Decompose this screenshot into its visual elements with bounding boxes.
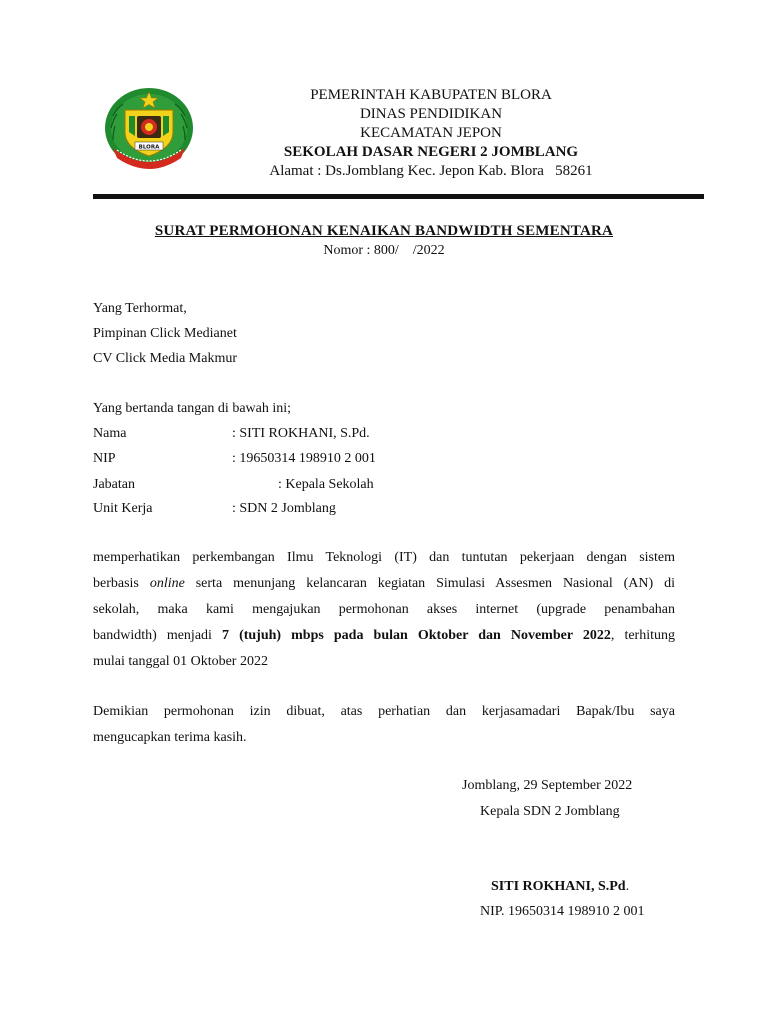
body-paragraph [93, 545, 675, 675]
field-label-jabatan: Jabatan [93, 477, 135, 492]
body-line-3: sekolah, maka kami mengajukan permohonan akses internet (upgrade penambahan [93, 602, 675, 617]
field-label-nama: Nama [93, 426, 127, 441]
field-value-nama: : SITI ROKHANI, S.Pd. [232, 426, 370, 441]
recipient-salutation: Yang Terhormat, [93, 301, 187, 316]
closing-paragraph [93, 699, 675, 751]
recipient-line-1: Pimpinan Click Medianet [93, 326, 237, 341]
body-line-2 [93, 571, 675, 597]
body-line-1: memperhatikan perkembangan Ilmu Teknologi (IT) dan tuntutan pekerjaan dengan sistem [93, 550, 675, 565]
body-line-5: mulai tanggal 01 Oktober 2022 [93, 654, 268, 669]
body-line-4-bold: 7 (tujuh) mbps pada bulan Oktober dan November 2022 [222, 628, 611, 643]
letterhead-divider [93, 194, 704, 199]
signature-position: Kepala SDN 2 Jomblang [480, 804, 620, 819]
body-line-4-start: bandwidth) menjadi [93, 628, 222, 643]
letter-number: Nomor : 800/ /2022 [323, 243, 445, 258]
body-line-4 [93, 623, 675, 649]
signer-intro: Yang bertanda tangan di bawah ini; [93, 401, 292, 416]
signature-name-bold: SITI ROKHANI, S.Pd [491, 879, 626, 894]
signature-name [491, 878, 629, 896]
field-value-nip: : 19650314 198910 2 001 [232, 451, 376, 466]
signature-name-suffix: . [625, 879, 630, 894]
field-label-nip: NIP [93, 451, 116, 466]
closing-line-2: mengucapkan terima kasih. [93, 730, 247, 745]
letterhead [240, 86, 622, 181]
letterhead-address: Alamat : Ds.Jomblang Kec. Jepon Kab. Blora 58261 [269, 163, 593, 179]
field-value-jabatan: : Kepala Sekolah [278, 477, 374, 492]
blora-regency-logo [103, 86, 195, 172]
logo-text: BLORA [138, 144, 160, 151]
field-value-unit-kerja: : SDN 2 Jomblang [232, 501, 336, 516]
recipient-line-2: CV Click Media Makmur [93, 351, 238, 366]
signature-place-date: Jomblang, 29 September 2022 [462, 778, 633, 793]
letterhead-school-name: SEKOLAH DASAR NEGERI 2 JOMBLANG [283, 144, 579, 160]
field-label-unit-kerja: Unit Kerja [93, 501, 153, 516]
letterhead-district: KECAMATAN JEPON [360, 125, 502, 141]
letterhead-government: PEMERINTAH KABUPATEN BLORA [310, 87, 552, 103]
signature-nip: NIP. 19650314 198910 2 001 [480, 904, 645, 919]
body-line-2-end: serta menunjang kelancaran kegiatan Simulasi Assesmen Nasional (AN) di [184, 576, 675, 591]
closing-line-1: Demikian permohonan izin dibuat, atas perhatian dan kerjasamadari Bapak/Ibu saya [93, 704, 675, 719]
body-line-2-start: berbasis [93, 576, 150, 591]
body-line-2-italic: online [149, 576, 185, 591]
body-line-4-end: , terhitung [610, 628, 675, 643]
letter-title: SURAT PERMOHONAN KENAIKAN BANDWIDTH SEMENTARA [154, 223, 614, 239]
letterhead-department: DINAS PENDIDIKAN [359, 106, 503, 122]
